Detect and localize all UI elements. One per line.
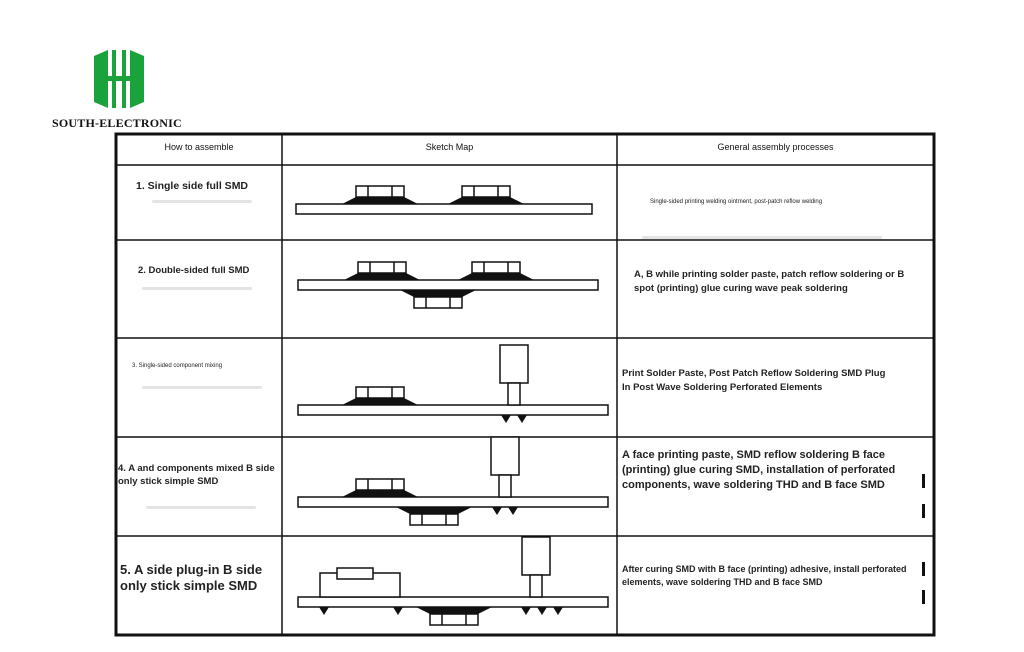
brand-logo bbox=[52, 48, 192, 132]
row-2-process: A, B while printing solder paste, patch reflow soldering or B spot (printing) glue curing wave peak soldering bbox=[634, 269, 905, 294]
row-4-method: 4. A and components mixed B side only stick simple SMD bbox=[118, 463, 275, 487]
sketch-row-5 bbox=[298, 537, 608, 625]
row-1-process: Single-sided printing welding ointment, post-patch reflow welding bbox=[650, 199, 823, 205]
row-5-method: 5. A side plug-in B side only stick simple SMD bbox=[120, 562, 263, 593]
row-3-method: 3. Single-sided component mixing bbox=[132, 363, 223, 369]
sketch-row-4 bbox=[298, 437, 608, 525]
row-1-method: 1. Single side full SMD bbox=[136, 180, 249, 192]
sketch-row-1 bbox=[296, 186, 592, 214]
logo-mark-icon bbox=[88, 48, 150, 110]
row-5-process: After curing SMD with B face (printing) adhesive, install perforated elements, wave soldering THD and B face SMD bbox=[622, 564, 907, 587]
header-how: How to assemble bbox=[164, 142, 234, 152]
row-3-process: Print Solder Paste, Post Patch Reflow Soldering SMD Plug In Post Wave Soldering Perforated Elements bbox=[622, 368, 886, 393]
row-4-process: A face printing paste, SMD reflow soldering B face (printing) glue curing SMD, installation of perforated components, wave soldering THD and B face SMD bbox=[622, 449, 896, 491]
sketch-row-2 bbox=[298, 262, 598, 308]
row-2-method: 2. Double-sided full SMD bbox=[138, 265, 250, 276]
brand-name: SOUTH-ELECTRONIC bbox=[52, 116, 182, 130]
assembly-table bbox=[112, 132, 938, 637]
header-sketch: Sketch Map bbox=[425, 142, 474, 152]
header-process: General assembly processes bbox=[717, 142, 834, 152]
sketch-row-3 bbox=[298, 345, 608, 423]
